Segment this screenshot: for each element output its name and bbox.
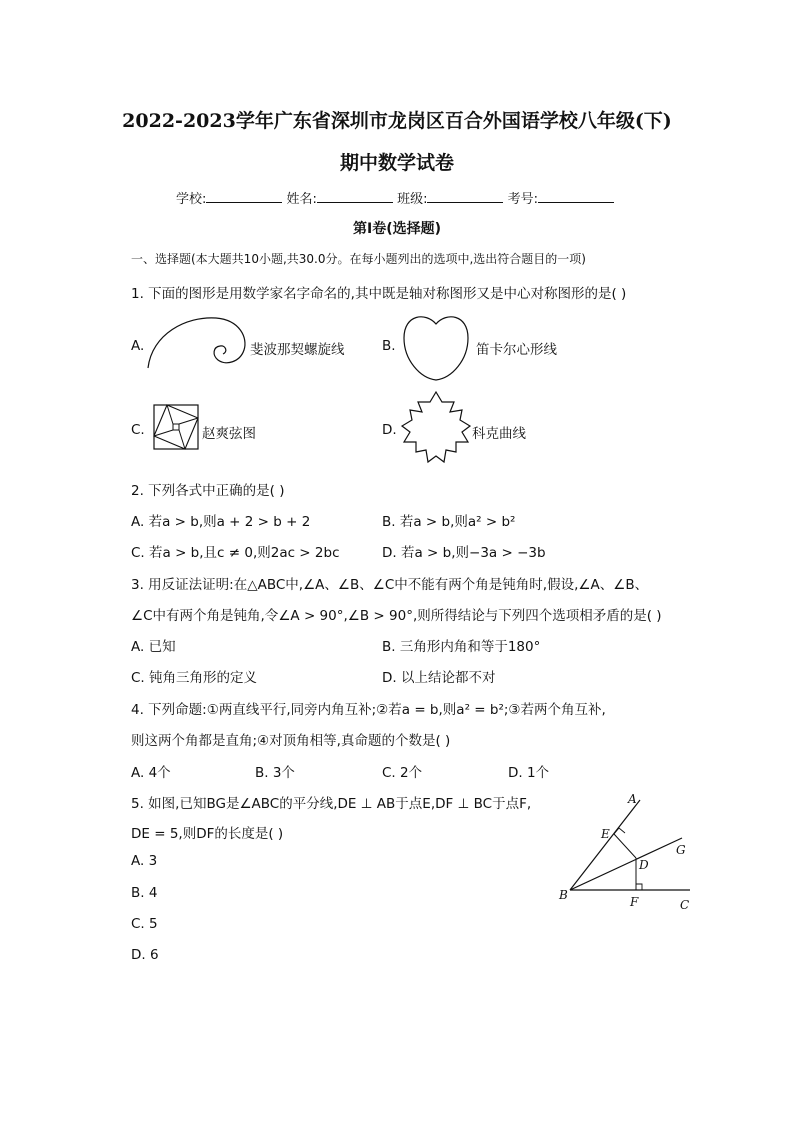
q5-stem-line2: DE = 5,则DF的长度是( )	[131, 826, 284, 842]
section-intro: 一、选择题(本大题共10小题,共30.0分。在每小题列出的选项中,选出符合题目的一项)	[131, 252, 586, 266]
field-number-blank[interactable]	[538, 190, 614, 203]
q3-stem-line2: ∠C中有两个角是钝角,令∠A > 90°,∠B > 90°,则所得结论与下列四个选项相矛盾的是( )	[131, 608, 662, 624]
field-number-label: 考号:	[507, 192, 538, 207]
q1-stem: 1. 下面的图形是用数学家名字命名的,其中既是轴对称图形又是中心对称图形的是( )	[131, 286, 627, 302]
q1-option-d-caption: 科克曲线	[472, 426, 526, 442]
right-angle-mark-f	[636, 884, 642, 890]
label-d: D	[639, 858, 649, 872]
label-f: F	[630, 895, 639, 909]
ray-bg	[570, 838, 682, 890]
angle-bisector-figure	[550, 788, 700, 912]
field-name-blank[interactable]	[317, 190, 393, 203]
field-class-label: 班级:	[397, 192, 428, 207]
q4-stem-line1: 4. 下列命题:①两直线平行,同旁内角互补;②若a = b,则a² = b²;③若两个角互补,	[131, 702, 606, 718]
info-fields	[176, 188, 614, 207]
q4-stem-line2: 则这两个角都是直角;④对顶角相等,真命题的个数是( )	[131, 733, 451, 749]
q2-stem: 2. 下列各式中正确的是( )	[131, 483, 285, 499]
q4-option-c[interactable]: C. 2个	[382, 765, 423, 781]
q3-option-d[interactable]: D. 以上结论都不对	[382, 670, 496, 686]
q5-option-d[interactable]: D. 6	[131, 947, 159, 963]
q1-option-c-caption: 赵爽弦图	[202, 426, 256, 442]
q5-option-b[interactable]: B. 4	[131, 885, 158, 901]
q1-option-b-caption: 笛卡尔心形线	[476, 342, 557, 358]
q4-option-a[interactable]: A. 4个	[131, 765, 171, 781]
field-school-label: 学校:	[176, 192, 207, 207]
q4-option-d[interactable]: D. 1个	[508, 765, 550, 781]
label-c: C	[680, 898, 690, 912]
q1-option-a-letter[interactable]: A.	[131, 338, 145, 354]
segment-de	[614, 834, 636, 858]
label-b: B	[559, 888, 568, 902]
q3-option-a[interactable]: A. 已知	[131, 639, 176, 655]
label-g: G	[676, 843, 686, 857]
koch-snowflake-figure	[400, 390, 472, 468]
q1-option-b-letter[interactable]: B.	[382, 338, 396, 354]
section-title: 第I卷(选择题)	[352, 221, 441, 237]
exam-title-line2: 期中数学试卷	[339, 152, 454, 174]
q5-stem-line1: 5. 如图,已知BG是∠ABC的平分线,DE ⊥ AB于点E,DF ⊥ BC于点F,	[131, 796, 532, 812]
q3-stem-line1: 3. 用反证法证明:在△ABC中,∠A、∠B、∠C中不能有两个角是钝角时,假设,∠A、∠B、	[131, 577, 649, 593]
q4-option-b[interactable]: B. 3个	[255, 765, 295, 781]
q2-option-b[interactable]: B. 若a > b,则a² > b²	[382, 514, 516, 530]
label-e: E	[601, 827, 610, 841]
cardioid-figure	[400, 312, 472, 384]
q1-option-c-letter[interactable]: C.	[131, 422, 145, 438]
q2-option-c[interactable]: C. 若a > b,且c ≠ 0,则2ac > 2bc	[131, 545, 340, 561]
zhaoshuang-diagram-figure	[153, 404, 199, 450]
exam-title-line1: 2022-2023学年广东省深圳市龙岗区百合外国语学校八年级(下)	[122, 110, 672, 132]
label-a: A	[628, 792, 637, 806]
field-class-blank[interactable]	[427, 190, 503, 203]
q2-option-a[interactable]: A. 若a > b,则a + 2 > b + 2	[131, 514, 311, 530]
fibonacci-spiral-figure	[146, 312, 250, 370]
q2-option-d[interactable]: D. 若a > b,则−3a > −3b	[382, 545, 546, 561]
q3-option-b[interactable]: B. 三角形内角和等于180°	[382, 639, 541, 655]
q1-option-a-caption: 斐波那契螺旋线	[250, 342, 345, 358]
q5-option-a[interactable]: A. 3	[131, 853, 158, 869]
q3-option-c[interactable]: C. 钝角三角形的定义	[131, 670, 258, 686]
field-school-blank[interactable]	[206, 190, 282, 203]
field-name-label: 姓名:	[286, 192, 317, 207]
ray-ba	[570, 800, 640, 890]
q1-option-d-letter[interactable]: D.	[382, 422, 397, 438]
q5-option-c[interactable]: C. 5	[131, 916, 158, 932]
